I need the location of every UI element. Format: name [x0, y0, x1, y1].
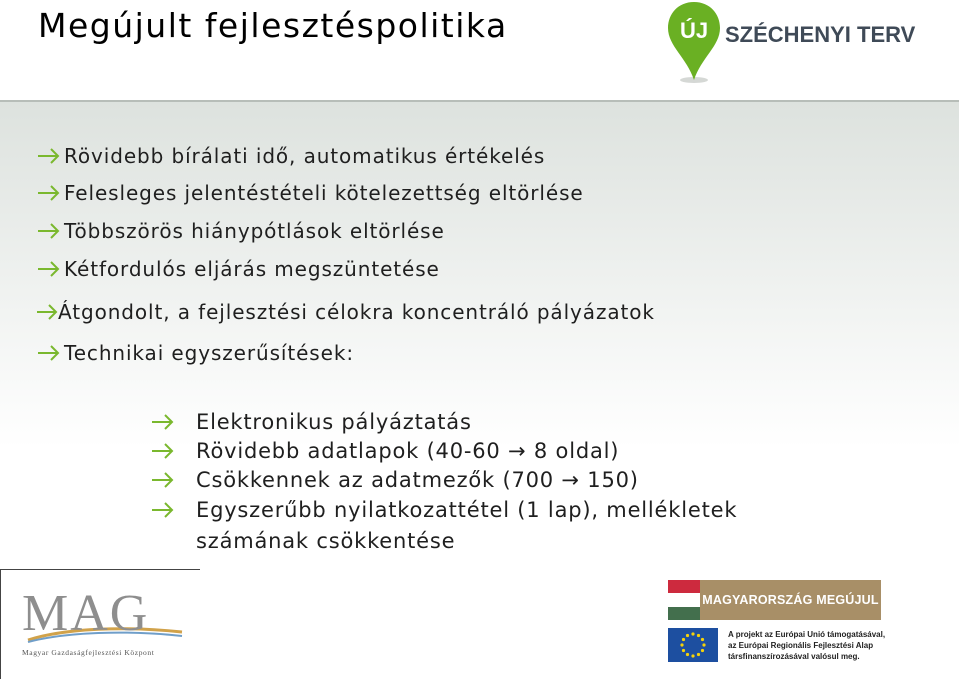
arrow-icon — [36, 221, 64, 241]
bullet-item — [36, 257, 440, 281]
slide-title: Megújult fejlesztéspolitika — [38, 6, 508, 45]
bullet-item — [36, 300, 655, 324]
arrow-icon — [150, 500, 196, 520]
arrow-icon — [36, 259, 64, 279]
mag-logo — [22, 585, 182, 660]
sub-bullet-item — [150, 410, 472, 434]
footer-divider — [0, 569, 200, 570]
sub-bullet-item — [150, 498, 737, 522]
bullet-text: Átgondolt, a fejlesztési célokra koncentráló pályázatok — [58, 300, 655, 324]
bullet-text: Többszörös hiánypótlások eltörlése — [64, 219, 445, 243]
bullet-item — [36, 144, 545, 168]
banner-text: MAGYARORSZÁG MEGÚJUL — [700, 580, 881, 620]
bullet-item — [36, 181, 584, 205]
bullet-item — [36, 219, 445, 243]
magyarorszag-megujul-banner — [668, 580, 881, 620]
arrow-icon — [36, 343, 64, 363]
eu-flag-icon — [668, 628, 718, 662]
eu-notice-line: az Európai Regionális Fejlesztési Alap — [728, 641, 874, 650]
eu-notice-line: A projekt az Európai Unió támogatásával, — [728, 630, 886, 639]
eu-funding-notice — [728, 629, 885, 662]
arrow-icon — [150, 470, 196, 490]
sub-bullet-item — [150, 439, 619, 463]
arrow-icon — [150, 412, 196, 432]
hungarian-flag-icon — [668, 580, 700, 620]
mag-logo-caption: Magyar Gazdaságfejlesztési Központ — [22, 648, 155, 657]
sub-bullet-text: Csökkennek az adatmezők (700 → 150) — [196, 468, 639, 492]
uj-szechenyi-terv-logo — [665, 0, 935, 90]
logo-brand-text: SZÉCHENYI TERV — [725, 22, 916, 47]
bullet-text: Felesleges jelentéstételi kötelezettség eltörlése — [64, 181, 584, 205]
eu-notice-line: társfinanszírozásával valósul meg. — [728, 652, 860, 661]
sub-bullet-text: Rövidebb adatlapok (40-60 → 8 oldal) — [196, 439, 620, 463]
logo-icon-text: ÚJ — [679, 18, 709, 43]
arrow-icon — [36, 146, 64, 166]
bullet-text: Kétfordulós eljárás megszüntetése — [64, 257, 440, 281]
footer-divider-vertical — [0, 569, 1, 679]
arrow-icon — [36, 183, 64, 203]
mag-logo-letters: MAG — [22, 585, 150, 642]
map-pin-icon — [665, 0, 723, 86]
bullet-item — [36, 341, 354, 365]
sub-bullet-continuation: számának csökkentése — [196, 529, 456, 553]
bullet-text: Rövidebb bírálati idő, automatikus értékelés — [64, 144, 546, 168]
bullet-text: Technikai egyszerűsítések: — [64, 341, 354, 365]
sub-bullet-item — [150, 468, 639, 492]
sub-bullet-text: Elektronikus pályáztatás — [196, 410, 472, 434]
content-band — [0, 102, 959, 563]
arrow-icon — [150, 441, 196, 461]
arrow-icon — [36, 302, 58, 322]
sub-bullet-text: Egyszerűbb nyilatkozattétel (1 lap), mellékletek — [196, 498, 738, 522]
